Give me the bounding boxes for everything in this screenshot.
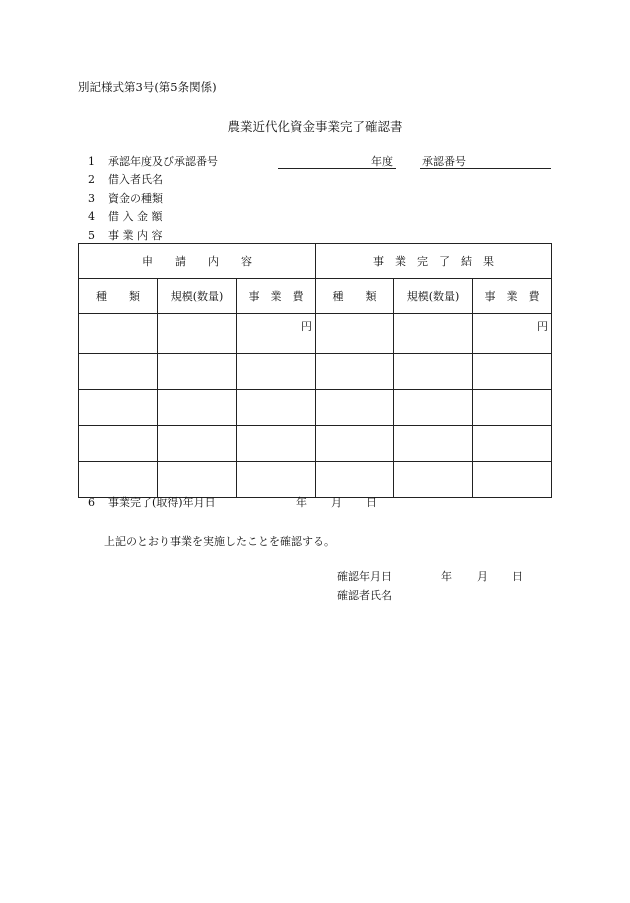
table-cell[interactable]	[316, 426, 394, 462]
table-cell[interactable]	[79, 426, 158, 462]
item-number: 1	[88, 155, 95, 168]
confirmation-day: 日	[512, 570, 523, 583]
completion-year: 年	[296, 496, 307, 509]
item-fund-type	[88, 193, 163, 204]
table-row	[79, 354, 552, 390]
column-header-row	[79, 279, 552, 314]
table-cell[interactable]	[237, 426, 316, 462]
approval-year-line	[278, 168, 396, 169]
table-cell[interactable]	[473, 390, 552, 426]
project-table	[78, 243, 552, 498]
confirmation-statement: 上記のとおり事業を実施したことを確認する。	[104, 535, 335, 548]
item-label: 事業完了(取得)年月日	[108, 496, 216, 509]
completion-day: 日	[366, 496, 377, 509]
table-cell[interactable]	[158, 354, 237, 390]
confirmation-month: 月	[477, 570, 488, 583]
table-row	[79, 314, 552, 354]
table-cell[interactable]	[394, 462, 473, 498]
table-cell[interactable]	[473, 462, 552, 498]
item-label: 借入者氏名	[108, 173, 163, 186]
table-cell[interactable]	[394, 390, 473, 426]
table-cell[interactable]	[394, 354, 473, 390]
table-cell[interactable]	[473, 314, 552, 354]
approval-number-label: 承認番号	[422, 155, 466, 168]
table-cell[interactable]	[79, 462, 158, 498]
table-cell[interactable]	[316, 354, 394, 390]
column-header: 規模(数量)	[394, 279, 473, 314]
table-cell[interactable]	[79, 390, 158, 426]
item-label: 事 業 内 容	[108, 229, 163, 242]
table-cell[interactable]	[79, 354, 158, 390]
item-number: 3	[88, 192, 95, 205]
table-row	[79, 426, 552, 462]
column-header: 種 類	[316, 279, 394, 314]
table-cell[interactable]	[394, 426, 473, 462]
table-cell[interactable]	[473, 354, 552, 390]
item-label: 承認年度及び承認番号	[108, 155, 218, 168]
table-row	[79, 462, 552, 498]
column-header: 事 業 費	[473, 279, 552, 314]
group-header-row	[79, 244, 552, 279]
table-cell[interactable]	[158, 390, 237, 426]
confirmation-year: 年	[441, 570, 452, 583]
item-label: 借 入 金 額	[108, 210, 163, 223]
table-cell[interactable]	[79, 314, 158, 354]
document-title: 農業近代化資金事業完了確認書	[227, 119, 403, 134]
table-cell[interactable]	[473, 426, 552, 462]
table-cell[interactable]	[394, 314, 473, 354]
form-number-label: 別記様式第3号(第5条関係)	[78, 80, 217, 94]
item-borrower-name	[88, 174, 163, 185]
approval-number-line	[420, 168, 551, 169]
item-number: 6	[88, 496, 95, 509]
item-number: 4	[88, 210, 95, 223]
result-header: 事 業 完 了 結 果	[316, 244, 552, 279]
application-header: 申 請 内 容	[79, 244, 316, 279]
table-row	[79, 390, 552, 426]
table-cell[interactable]	[158, 426, 237, 462]
item-number: 2	[88, 173, 95, 186]
table-cell[interactable]	[316, 314, 394, 354]
table-cell[interactable]	[237, 462, 316, 498]
item-completion-date	[88, 497, 216, 508]
table-cell[interactable]	[158, 462, 237, 498]
yen-unit: 円	[301, 320, 312, 333]
column-header: 事 業 費	[237, 279, 316, 314]
item-approval	[88, 156, 218, 167]
table-cell[interactable]	[237, 390, 316, 426]
confirmation-date-label: 確認年月日	[337, 570, 392, 583]
item-project-content	[88, 230, 163, 241]
column-header: 規模(数量)	[158, 279, 237, 314]
table-cell[interactable]	[237, 314, 316, 354]
table-cell[interactable]	[237, 354, 316, 390]
item-number: 5	[88, 229, 95, 242]
table-cell[interactable]	[158, 314, 237, 354]
completion-month: 月	[331, 496, 342, 509]
approval-year-suffix: 年度	[371, 155, 393, 168]
table-cell[interactable]	[316, 462, 394, 498]
column-header: 種 類	[79, 279, 158, 314]
table-cell[interactable]	[316, 390, 394, 426]
item-loan-amount	[88, 211, 163, 222]
confirmer-name-label: 確認者氏名	[337, 589, 392, 602]
item-label: 資金の種類	[108, 192, 163, 205]
yen-unit: 円	[537, 320, 549, 333]
